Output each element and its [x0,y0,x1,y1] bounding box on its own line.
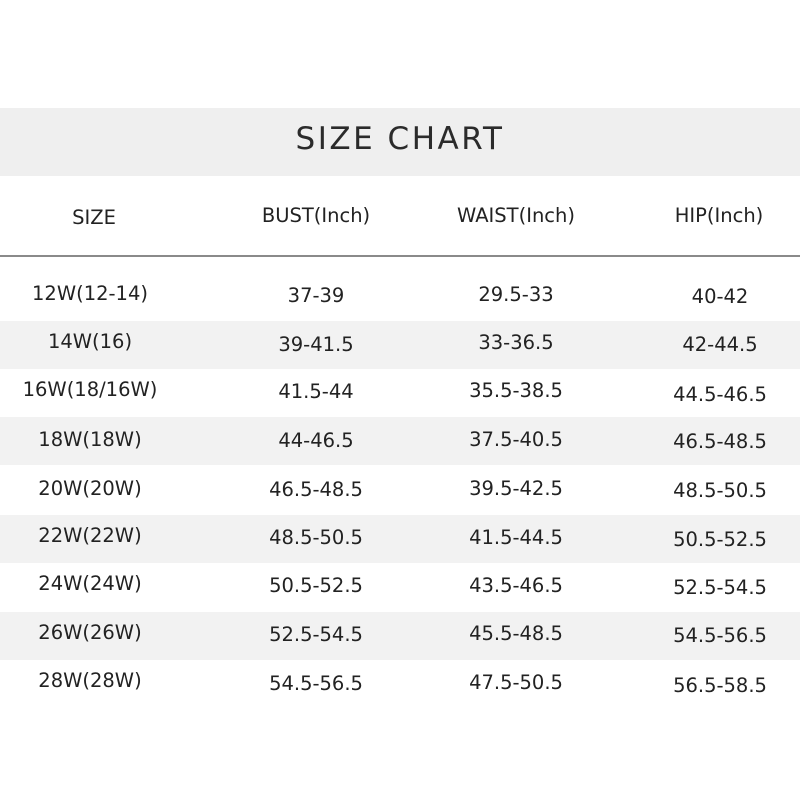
cell-size: 16W(18/16W) [22,378,158,401]
cell-bust: 50.5-52.5 [269,574,363,597]
cell-hip: 40-42 [691,285,749,308]
cell-hip: 50.5-52.5 [673,528,767,551]
cell-waist: 47.5-50.5 [469,671,563,694]
cell-waist: 43.5-46.5 [469,574,563,597]
cell-hip: 46.5-48.5 [673,430,767,453]
table-row [0,660,800,708]
cell-waist: 37.5-40.5 [469,428,563,451]
table-row [0,465,800,513]
table-row [0,417,800,465]
cell-bust: 39-41.5 [278,333,354,356]
cell-hip: 44.5-46.5 [673,383,767,406]
table-row [0,612,800,660]
cell-size: 18W(18W) [38,428,142,451]
header-waist: WAIST(Inch) [457,204,575,227]
cell-waist: 29.5-33 [478,283,554,306]
cell-hip: 52.5-54.5 [673,576,767,599]
header-size: SIZE [72,206,116,229]
cell-bust: 37-39 [287,284,345,307]
header-hip: HIP(Inch) [674,204,764,227]
cell-hip: 54.5-56.5 [673,624,767,647]
cell-bust: 46.5-48.5 [269,478,363,501]
table-header [0,202,800,234]
cell-size: 14W(16) [47,330,133,353]
cell-bust: 41.5-44 [278,380,354,403]
table-row [0,270,800,318]
cell-size: 22W(22W) [38,524,142,547]
cell-size: 26W(26W) [38,621,142,644]
table-row [0,515,800,563]
cell-bust: 44-46.5 [278,429,354,452]
table-row [0,369,800,417]
cell-size: 24W(24W) [38,572,142,595]
table-row [0,563,800,611]
cell-hip: 48.5-50.5 [673,479,767,502]
cell-size: 28W(28W) [38,669,142,692]
cell-hip: 42-44.5 [682,333,758,356]
page-title: SIZE CHART [295,121,505,157]
cell-waist: 39.5-42.5 [469,477,563,500]
header-bust: BUST(Inch) [261,204,371,227]
cell-size: 20W(20W) [38,477,142,500]
cell-bust: 48.5-50.5 [269,526,363,549]
cell-bust: 54.5-56.5 [269,672,363,695]
table-row [0,321,800,369]
cell-waist: 33-36.5 [478,331,554,354]
cell-hip: 56.5-58.5 [673,674,767,697]
cell-waist: 41.5-44.5 [469,526,563,549]
cell-waist: 45.5-48.5 [469,622,563,645]
cell-bust: 52.5-54.5 [269,623,363,646]
cell-waist: 35.5-38.5 [469,379,563,402]
header-divider [0,255,800,257]
cell-size: 12W(12-14) [32,282,148,305]
